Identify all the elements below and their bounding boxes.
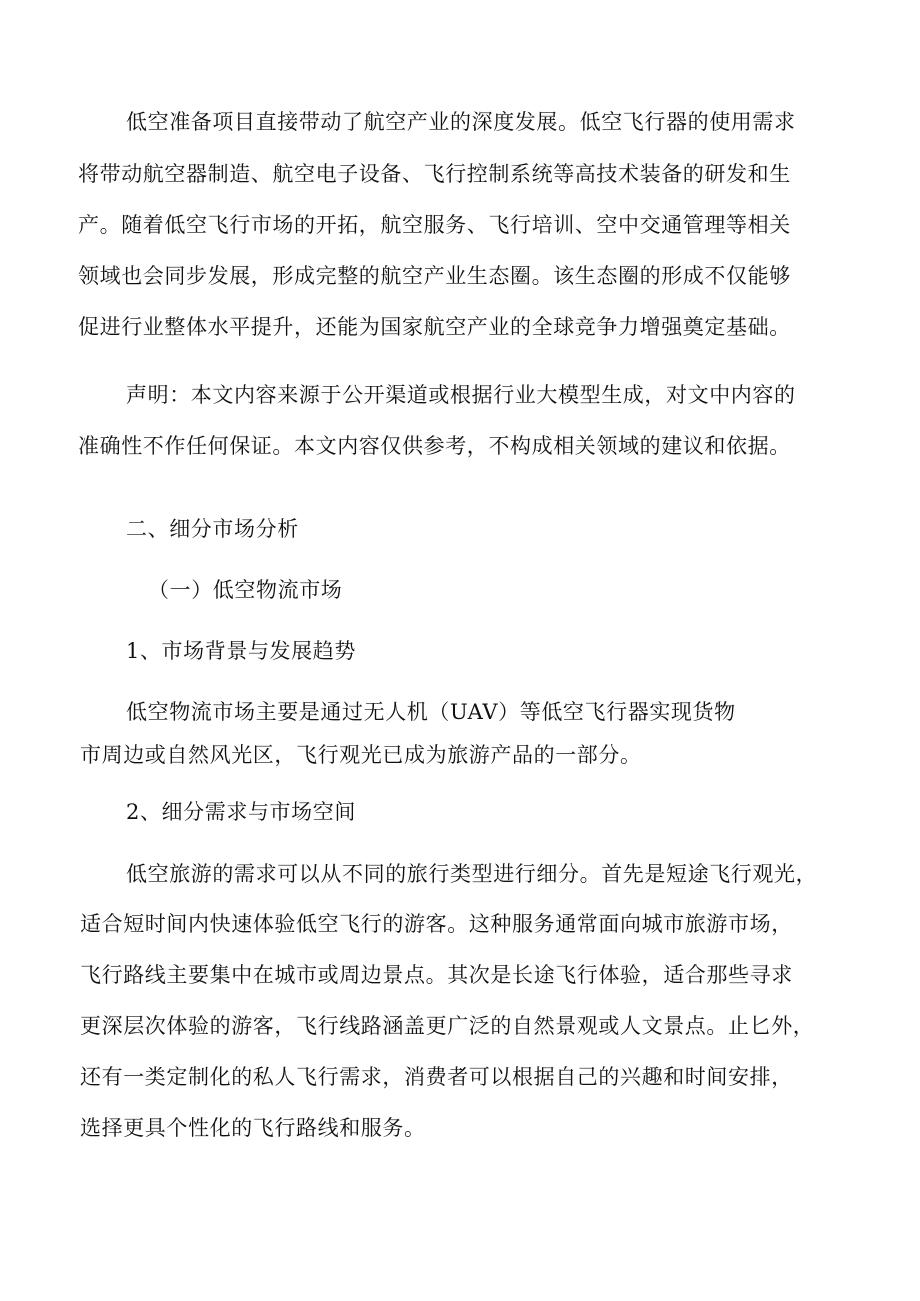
paragraph-3-line-6: 选择更具个性化的飞行路线和服务。 <box>80 1116 426 1140</box>
paragraph-3-line-2: 适合短时间内快速体验低空飞行的游客。这种服务通常面向城市旅游市场， <box>80 912 793 936</box>
paragraph-1-line-3: 产。随着低空飞行市场的开拓，航空服务、飞行培训、空中交通管理等相关 <box>78 213 791 237</box>
paragraph-3-line-5: 还有一类定制化的私人飞行需求，消费者可以根据自己的兴趣和时间安排， <box>80 1065 793 1089</box>
section-heading: 二、细分市场分析 <box>126 517 299 541</box>
subsection-heading: （一）低空物流市场 <box>148 578 343 602</box>
paragraph-3-line-4: 更深层次体验的游客，飞行线路涵盖更广泛的自然景观或人文景点。止匕外， <box>80 1014 815 1038</box>
paragraph-2-line-2: 市周边或自然风光区，飞行观光已成为旅游产品的一部分。 <box>80 743 642 767</box>
paragraph-2-line-1: 低空物流市场主要是通过无人机（UAV）等低空飞行器实现货物 <box>126 700 736 724</box>
disclaimer-line-1: 声明：本文内容来源于公开渠道或根据行业大模型生成，对文中内容的 <box>126 383 796 407</box>
paragraph-1-line-5: 促进行业整体水平提升，还能为国家航空产业的全球竞争力增强奠定基础。 <box>78 315 791 339</box>
paragraph-3-line-3: 飞行路线主要集中在城市或周边景点。其次是长途飞行体验，适合那些寻求 <box>80 963 793 987</box>
item-1-heading: 1、市场背景与发展趋势 <box>126 639 356 663</box>
paragraph-1-line-4: 领域也会同步发展，形成完整的航空产业生态圈。该生态圈的形成不仅能够 <box>78 264 791 288</box>
item-2-heading: 2、细分需求与市场空间 <box>126 800 356 824</box>
paragraph-1-line-1: 低空准备项目直接带动了航空产业的深度发展。低空飞行器的使用需求 <box>126 110 796 134</box>
paragraph-1-line-2: 将带动航空器制造、航空电子设备、飞行控制系统等高技术装备的研发和生 <box>78 162 791 186</box>
disclaimer-line-2: 准确性不作任何保证。本文内容仅供参考，不构成相关领域的建议和依据。 <box>78 434 791 458</box>
paragraph-3-line-1: 低空旅游的需求可以从不同的旅行类型进行细分。首先是短途飞行观光， <box>126 862 818 886</box>
